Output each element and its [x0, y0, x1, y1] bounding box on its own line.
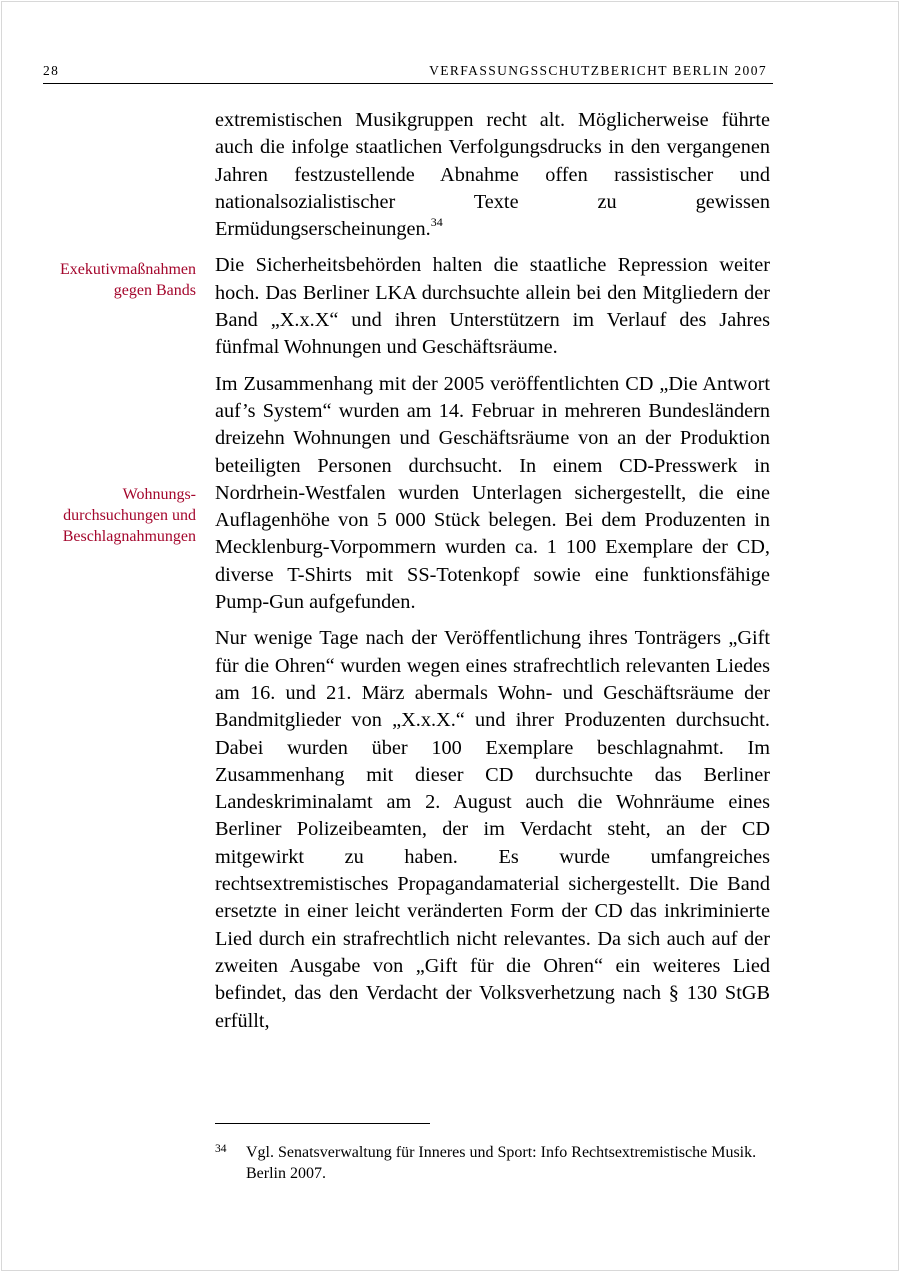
- running-header: [43, 63, 773, 84]
- running-title: VERFASSUNGSSCHUTZBERICHT BERLIN 2007: [429, 63, 767, 78]
- paragraph-text: extremistischen Musikgruppen recht alt. Möglicherweise führte auch die infolge staatlichen Verfolgungsdrucks in den vergangenen Jahren festzustellende Abnahme offen rassistischer und nationalsozialistischer Texte zu gewissen Ermüdungserscheinungen.: [215, 109, 770, 241]
- paragraph: [215, 107, 770, 243]
- paragraph: Nur wenige Tage nach der Veröffentlichung ihres Tonträgers „Gift für die Ohren“ wurden wegen eines strafrechtlich relevanten Liedes am 16. und 21. März abermals Wohn- und Geschäftsräume der Bandmitglieder von „X.x.X.“ und ihrer Produzenten durchsucht. Dabei wurden über 100 Exemplare beschlagnahmt. Im Zusammenhang mit dieser CD durchsuchte das Berliner Landeskriminalamt am 2. August auch die Wohnräume eines Berliner Polizeibeamten, der im Verdacht steht, an der CD mitgewirkt zu haben. Es wurde umfangreiches rechtsextremistisches Propagandamaterial sichergestellt. Die Band ersetzte in einer leicht veränderten Form der CD das inkriminierte Lied durch ein strafrechtlich nicht relevantes. Da sich auch auf der zweiten Ausgabe von „Gift für die Ohren“ ein weiteres Lied befindet, das den Verdacht der Volksverhetzung nach § 130 StGB erfüllt,: [215, 627, 770, 1032]
- paragraph: Im Zusammenhang mit der 2005 veröffentlichten CD „Die Antwort auf’s System“ wurden am 14. Februar in mehreren Bundesländern dreizehn Wohnungen und Geschäftsräume von an der Produktion beteiligten Personen durchsucht. In einem CD-Presswerk in Nordrhein-Westfalen wurden Unterlagen sichergestellt, die eine Auflagenhöhe von 5 000 Stück belegen. Bei dem Produzenten in Mecklenburg-Vorpommern wurden ca. 1 100 Exemplare der CD, diverse T-Shirts mit SS-Totenkopf sowie eine funktionsfähige Pump-Gun aufgefunden.: [215, 372, 770, 614]
- margin-note-executive-measures: Exekutivmaßnahmen gegen Bands: [60, 261, 196, 299]
- footnote: [215, 1142, 775, 1184]
- page-number: 28: [43, 63, 60, 78]
- footnote-number: 34: [215, 1143, 227, 1155]
- paragraph: Die Sicherheitsbehörden halten die staatliche Repression weiter hoch. Das Berliner LKA durchsuchte allein bei den Mitgliedern der Band „X.x.X“ und ihren Unterstützern im Verlauf des Jahres fünfmal Wohnungen und Geschäftsräume.: [215, 254, 770, 359]
- footnote-text: Vgl. Senatsverwaltung für Inneres und Sport: Info Rechtsextremistische Musik. Berlin 2007.: [246, 1144, 757, 1182]
- footnote-reference: 34: [430, 215, 443, 230]
- margin-note-searches-seizures: Wohnungs- durchsuchungen und Beschlagnahmungen: [62, 486, 196, 545]
- body-text: [215, 107, 770, 1044]
- footnote-separator: [215, 1123, 430, 1124]
